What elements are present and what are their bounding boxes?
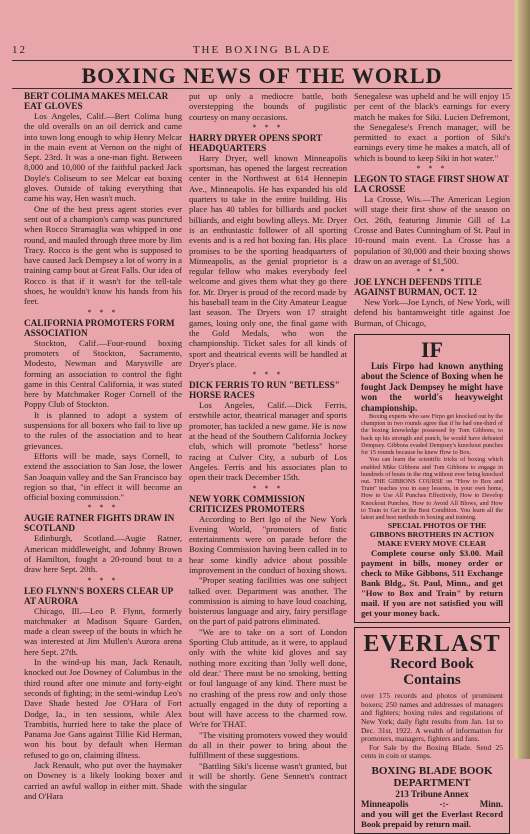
article-paragraph: Harry Dryer, well known Minneapolis sportsman, has opened the largest recreation center in the Northwest at 614 Hennepin Ave., Minneapolis. He has expanded his old quarters to take in the entire building. His place has 40 tables for billiards and pocket billiards, and eight bowling alleys. Mr. Dryer is an enthusiastic follower of all sporting events and is a red hot boxing fan. His place promises to be the sporting headquarters of Minneapolis, as the genial proprietor is a regular fellow who makes everybody feel welcome and gives them what they go there for. Mr. Dryer is proud of the record made by his baseball team in the City Amateur League last season. The Dryers won 17 straight games, losing only one, the final game with the Gold Medals, who won the championship. Ticket sales for all kinds of sport and theatrical events will be handled at Dryer's place. [189,152,347,369]
article-headline: LEO FLYNN'S BOXERS CLEAR UP AT AURORA [24,585,173,606]
title-rule [12,88,512,89]
gibbons-ad [354,334,510,623]
everlast-closing: and you will get the Everlast Record Book prepaid by return mail. [361,808,503,829]
article-headline: AUGIE RATNER FIGHTS DRAW IN SCOTLAND [24,513,175,534]
ad-heading: IF [421,337,443,363]
dept-line-1: BOXING BLADE BOOK [371,764,493,777]
dept-city: Minneapolis [361,798,409,809]
article-separator: * * * [252,122,284,132]
ad-special: SPECIAL PHOTOS OF THE GIBBONS BROTHERS IN ACTION MAKE EVERY MOVE CLEAR [369,521,495,549]
magazine-name: THE BOXING BLADE [192,44,332,56]
article-headline: DICK FERRIS TO RUN "BETLESS" HORSE RACES [189,380,340,401]
article-separator: * * * [87,307,119,317]
article-paragraph: Stockton, Calif.—Four-round boxing promoters of Stockton, Sacramento, Modesto, Newman and Marysville are forming an association to control the fight game in this Central California, it was stated here by Matchmaker Roger Cornell of the Poppy Club of Stockton. [24,337,182,410]
article-headline: BERT COLIMA MAKES MELCAR EAT GLOVES [24,91,169,111]
article-paragraph: Senegalese was upheld and he will enjoy 15 per cent of the black's earnings for every match he makes for Siki. Lucien Defremont, the Senegalese's French manager, will be permitted to exact a portion of Siki's earnings every time he makes a match, all of which is bound to keep Siki in hot water." [354,91,510,163]
page-number: 12 [12,44,27,56]
everlast-body-1: over 175 records and photos of prominent boxers; 250 names and addresses of managers and fighters; boxing rules and regulations of New York; daily fight results from Jan. 1st to Dec. 31st, 1922. A wealth of information for promoters, managers, fighters and fans. [361,691,503,744]
contains-label: Contains [403,672,461,689]
ad-body-1: Boxing experts who saw Firpo get knocked out by the champion in two rounds agree that if he had one-third of the boxing knowledge possessed by Tom Gibbons, to back up his strength and punch, he would have defeated Dempsey. Gibbons evaded Dempsey's knockout punches for 15 rounds because he knew How to Box. [361,413,503,457]
dept-address: 213 Tribune Annex [395,788,469,799]
article-separator: * * * [87,575,119,585]
article-headline: HARRY DRYER OPENS SPORT HEADQUARTERS [189,132,323,153]
article-separator: * * * [252,483,284,493]
article-headline: NEW YORK COMMISSION CRITICIZES PROMOTERS [189,493,305,514]
everlast-title: EVERLAST [363,631,501,658]
ad-offer: Complete course only $3.00. Mail payment in bills, money order or check to Mike Gibbons, 511 Exchange Bank Bldg., St. Paul, Minn., and get "How to Box and Train" by return mail. If you are not satisfied you will get your money back. [361,548,503,619]
article-paragraph: "Battling Siki's license wasn't granted, but it will be shortly. Gene Sennett's contract with the singular [189,760,347,792]
article-paragraph: Efforts will be made, says Cornell, to extend the association to San Jose, the lower San Joaquin valley and the San Francisco bay region so that, "in effect it will become an official boxing commission." [24,450,182,503]
ad-lead: Luis Firpo had known anything about the Science of Boxing when he fought Jack Dempsey he might have won the world's heavyweight championship. [361,361,503,413]
dept-state: Minn. [479,798,503,809]
article-paragraph: Edinburgh, Scotland.—Augie Ratner, American middleweight, and Johnny Brown of Hamilton, fought a 20-round bout to a draw here Sept. 20th. [24,533,182,575]
column-2 [189,91,347,792]
article-headline: LEGON TO STAGE FIRST SHOW AT LA CROSSE [354,174,509,195]
article-separator: * * * [416,164,448,174]
article-paragraph: It is planned to adopt a system of suspensions for all boxers who fail to live up to the rules of the association and to hear grievances. [24,409,182,451]
page-title: BOXING NEWS OF THE WORLD [81,63,443,88]
article-paragraph: "The visiting promoters vowed they would do all in their power to bring about the fulfillment of these suggestions. [189,729,347,761]
header-rule [12,60,512,61]
column-3-articles [354,91,510,328]
article-paragraph: According to Bert Igo of the New York Evening World, "promoters of fistic entertainments were on parade before the Boxing Commission having been called in to hear some kindly advice about possible improvement in the conduct of boxing shows. [189,513,347,575]
article-separator: * * * [416,267,448,277]
article-paragraph: New York—Joe Lynch, of New York, will defend his bantamweight title against Joe Burman, of Chicago, [354,297,510,328]
article-paragraph: Los Angeles, Calif.—Bert Colima hung the old overalls on an oil derrick and came into town long enough to whip Henry Melcar in the main event at Vernon on the night of Sept. 23rd. It was a one-man fight. Between 8,000 and 10,000 of the faithful packed Jack Doyle's Coliseum to see Melcar eat boxing gloves. Outside of taking everything that came his way, Hen wasn't much. [24,111,182,204]
column-3 [354,91,510,834]
page-edge [514,0,518,759]
article-headline: CALIFORNIA PROMOTERS FORM ASSOCIATION [24,317,175,338]
article-separator: * * * [87,503,119,513]
article-paragraph: La Crosse, Wis.—The American Legion will stage their first show of the season on Oct. 26th, featuring Jimmie Gill of La Crosse and Bates Cunningham of St. Paul in 10-round main event. La Crosse has a population of 30,000 and their boxing shows draw on an average of $1,500. [354,194,510,266]
article-paragraph: Jack Renault, who put over the haymaker on Downey is a likely looking boxer and carried an awful wallop in either mitt. Shade and O'Hara [24,760,182,801]
dept-city-line [361,799,503,809]
article-paragraph: put up only a mediocre battle, both overstepping the bounds of pugilistic courtesy on many occasions. [189,91,347,122]
dept-separator: -:- [439,798,449,809]
article-paragraph: Los Angeles, Calif.—Dick Ferris, erstwhile actor, theatrical manager and sports promoter, has tackled a new game. He is now at the head of the Southern California Jockey club, which will promote "betless" horse racing at Culver City, a suburb of Los Angeles. Ferris and his associates plan to open their track December 15th. [189,400,347,483]
article-paragraph: "We are to take on a sort of London Sporting Club attitude, as it were, to applaud only with the white kid gloves and say nothing more exciting than 'Jolly well done, old dear.' There must be no smoking, betting or foul language of any kind. There must be no crashing of the press row and only those actually engaged in the duty of reporting a bout will have access to the charmed row. We're for THAT. [189,626,347,730]
column-1 [24,91,182,801]
article-paragraph: In the wind-up his man, Jack Renault, knocked out Joe Downey of Columbus in the third round after one minute and forty-eight seconds of fighting; in the semi-windup Leo's Dave Shade bested Joe O'Hara of Fort Dodge, Ia., in ten sessions, while Alex Trambitis, hurried here to take the place of Panama Joe Gans against Tillie Kid Herman, won his bout by default when Herman refused to go on, claiming illness. [24,657,182,760]
ad-body-2: You can learn the scientific tricks of boxing which enabled Mike Gibbons and Tom Gibbons to engage in hundreds of bouts in the ring without ever being knocked out. THE GIBBONS COURSE on "How to Box and Train" teaches you in easy lessons, in your own home, How to Use All Punches Effectively, How to Develop Knockout Punches, How to Avoid All Blows, and How to Train to Get in the Best Condition. You learn all the latest and best methods in boxing and training. [361,456,503,521]
article-paragraph: One of the best press agent stories ever sent out of a champion's camp was punctured when Rocco Stramaglia was whipped in one round, and mauled through three more by Jim Tracy. Rocco is the gent who is supposed to have caused Jack Dempsey a lot of worry in a training camp bout at Great Falls. Our idea of Rocco is that if it wasn't for the tell-tale shoes, he wouldn't know his hands from his feet. [24,203,182,307]
record-book-title: Record Book [390,656,474,673]
article-headline: JOE LYNCH DEFENDS TITLE AGAINST BURMAN, OCT. 12 [354,277,482,298]
dept-line-2: DEPARTMENT [393,776,471,789]
book-binding [518,0,530,759]
article-separator: * * * [252,370,284,380]
everlast-body-2: For Sale by the Boxing Blade. Send 25 cents in coin or stamps. [361,742,503,761]
running-header [12,44,512,58]
article-paragraph: Chicago, Ill.—Leo P. Flynn, formerly matchmaker at Madison Square Garden, made a clean sweep of the bouts in which he was interested at Jim Mullen's Aurora arena here Sept. 27th. [24,605,182,657]
article-paragraph: "Proper seating facilities was one subject talked over. Department was another. The commission is aiming to have loud coaching, boisterous language and airy, fairy persiflage on the part of paid patrons eliminated. [189,575,347,627]
everlast-ad [354,627,510,834]
